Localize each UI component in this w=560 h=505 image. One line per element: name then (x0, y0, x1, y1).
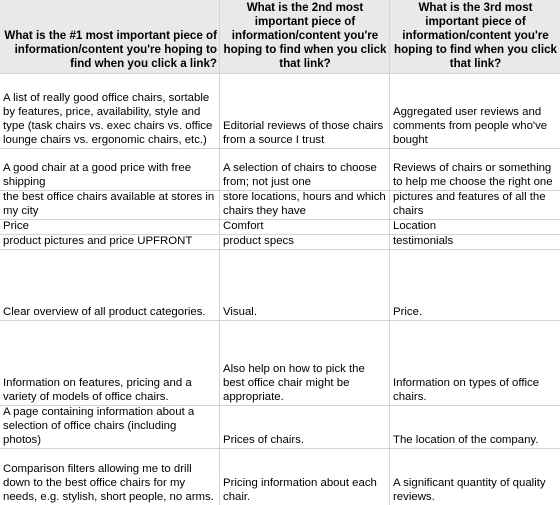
table-row (0, 449, 560, 505)
table-cell: product pictures and price UPFRONT (0, 235, 220, 249)
table-row (0, 235, 560, 250)
table-cell: Comfort (220, 220, 390, 234)
table-row (0, 149, 560, 191)
table-cell: Reviews of chairs or something to help me choose the right one (393, 162, 553, 188)
table-cell: Location (393, 220, 437, 232)
table-row (0, 191, 560, 220)
table-cell: Price. (393, 306, 423, 318)
table-cell: pictures and features of all the chairs (393, 191, 546, 217)
table-cell: A selection of chairs to choose from; not just one (220, 149, 390, 190)
table-cell: product specs (220, 235, 390, 249)
table-cell: Also help on how to pick the best office chair might be appropriate. (220, 321, 390, 405)
table-cell: the best office chairs available at stores in my city (0, 191, 220, 219)
table-row (0, 321, 560, 406)
table-cell: Pricing information about each chair. (220, 449, 390, 505)
table-cell: Visual. (220, 250, 390, 320)
table-cell: store locations, hours and which chairs they have (220, 191, 390, 219)
table-cell: Editorial reviews of those chairs from a source I trust (220, 74, 390, 148)
column-header-2: What is the 2nd most important piece of information/content you're hoping to find when you click that link? (220, 0, 390, 73)
table-row (0, 220, 560, 235)
table-cell: A list of really good office chairs, sortable by features, price, availability, style and type (task chairs vs. exec chairs vs. office lounge chairs vs. ergonomic chairs, etc.) (0, 74, 220, 148)
table-cell: Prices of chairs. (220, 406, 390, 448)
table-cell: Price (0, 220, 220, 234)
table-cell: The location of the company. (393, 434, 539, 446)
table-cell: A significant quantity of quality reviews. (393, 477, 546, 503)
table-cell: A page containing information about a selection of office chairs (including photos) (0, 406, 220, 448)
column-header-3: What is the 3rd most important piece of information/content you're hoping to find when you click that link? (394, 1, 557, 70)
table-row (0, 74, 560, 149)
table-cell: Aggregated user reviews and comments from people who've bought (393, 106, 548, 146)
table-cell: Comparison filters allowing me to drill down to the best office chairs for my needs, e.g. stylish, short people, no arms. (0, 449, 220, 505)
table-cell: Information on types of office chairs. (393, 377, 540, 403)
table-cell: Information on features, pricing and a variety of models of office chairs. (0, 321, 220, 405)
table-row (0, 250, 560, 321)
table-cell: testimonials (393, 235, 454, 247)
table-header-row (0, 0, 560, 74)
column-header-1: What is the #1 most important piece of information/content you're hoping to find when you click a link? (0, 0, 220, 73)
table-cell: Clear overview of all product categories. (0, 250, 220, 320)
table-cell: A good chair at a good price with free shipping (0, 149, 220, 190)
table-row (0, 406, 560, 449)
